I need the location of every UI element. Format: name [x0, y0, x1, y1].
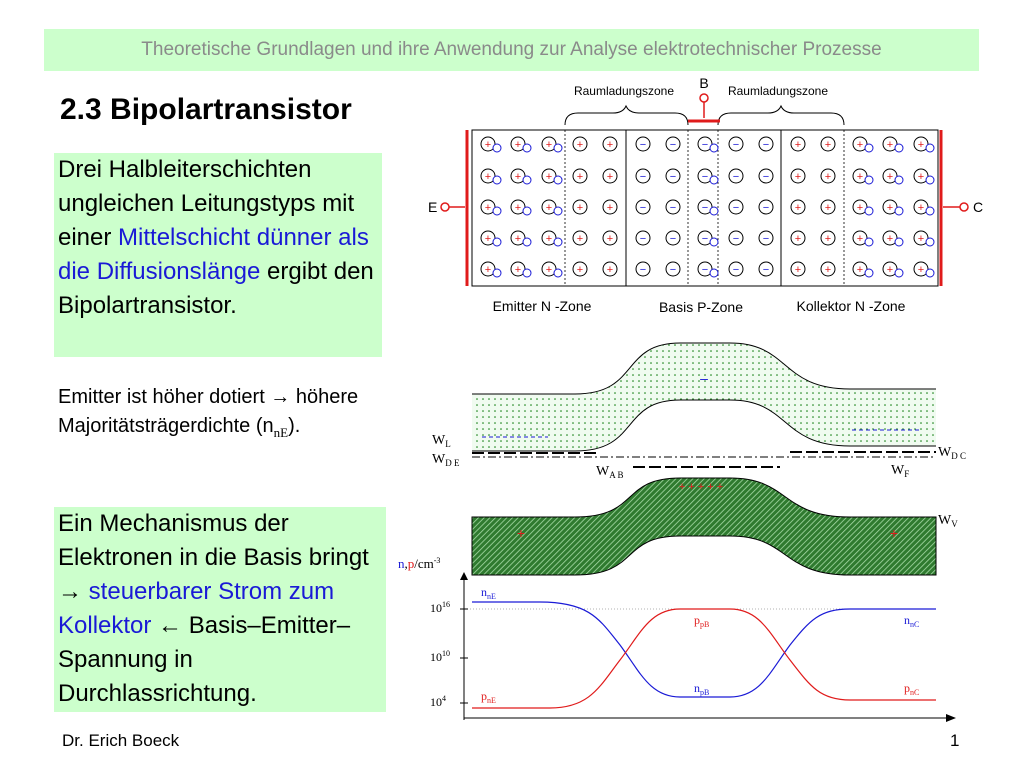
- conduction-band-region: [472, 343, 936, 451]
- wdc-label: $W_{D C}$: [938, 445, 966, 461]
- donor-charge: +: [794, 139, 802, 151]
- donor-charge: +: [917, 139, 925, 151]
- donor-charge: +: [514, 139, 522, 151]
- free-electron: [554, 238, 562, 246]
- y-axis-arrow: [460, 572, 468, 580]
- footer-author: Dr. Erich Boeck: [62, 731, 180, 750]
- hole-marker: [710, 176, 718, 184]
- hole-marker: [710, 269, 718, 277]
- wl-label: $W_L$: [432, 433, 451, 449]
- donor-charge: +: [856, 264, 864, 276]
- zone-kollektor-label: Kollektor N -Zone: [796, 298, 906, 314]
- donor-charge: +: [514, 264, 522, 276]
- acceptor-charge: −: [762, 233, 770, 245]
- terminal-e-label: E: [428, 199, 438, 215]
- terminal-e-pin: [441, 203, 449, 211]
- donor-charge: +: [824, 139, 832, 151]
- acceptor-charge: −: [701, 233, 709, 245]
- free-electron: [554, 144, 562, 152]
- free-electron: [926, 238, 934, 246]
- label-npB: $n_{pB}$: [694, 681, 710, 697]
- intro-text-1: Drei Halbleiterschichten ungleichen Leitungstyps mit einer: [58, 156, 355, 251]
- free-electron: [523, 269, 531, 277]
- donor-charge: +: [514, 171, 522, 183]
- label-nnE: $n_{nE}$: [481, 585, 496, 601]
- acceptor-charge: −: [762, 202, 770, 214]
- x-axis-arrow: [946, 714, 956, 722]
- acceptor-charge: −: [639, 139, 647, 151]
- slide-title: 2.3 Bipolartransistor: [60, 93, 352, 126]
- donor-charge: +: [484, 233, 492, 245]
- donor-charge: +: [576, 233, 584, 245]
- acceptor-charge: −: [732, 233, 740, 245]
- free-electron: [926, 207, 934, 215]
- donor-charge: +: [576, 171, 584, 183]
- intro-highlight: Mittelschicht dünner als die Diffusionslänge: [58, 224, 369, 285]
- donor-charge: +: [484, 139, 492, 151]
- acceptor-charge: −: [732, 264, 740, 276]
- acceptor-charge: −: [669, 202, 677, 214]
- acceptor-charge: −: [732, 171, 740, 183]
- label-pnE: $p_{nE}$: [481, 689, 496, 705]
- acceptor-charge: −: [701, 139, 709, 151]
- collector-hole-mark: +: [889, 525, 899, 541]
- emitter-note-end: ).: [288, 415, 301, 437]
- donor-charge: +: [824, 171, 832, 183]
- emitter-note-sub: nE: [273, 425, 289, 440]
- transistor-structure: [428, 75, 983, 315]
- free-electron: [865, 269, 873, 277]
- hole-marker: [710, 207, 718, 215]
- free-electron: [554, 207, 562, 215]
- donor-charge: +: [886, 264, 894, 276]
- basis-electron-mark: –: [700, 370, 708, 386]
- donor-charge: +: [576, 202, 584, 214]
- free-electron: [926, 269, 934, 277]
- free-electron: [523, 144, 531, 152]
- donor-charge: +: [576, 139, 584, 151]
- free-electron: [554, 176, 562, 184]
- rlz-right-label: Raumladungszone: [727, 84, 829, 98]
- wab-label: $W_{A B}$: [596, 464, 624, 480]
- donor-charge: +: [576, 264, 584, 276]
- density-axis-label: $n,p/cm^{-3}$: [398, 556, 441, 571]
- intro-text-2: ergibt den Bipolartransistor.: [58, 258, 374, 319]
- acceptor-charge: −: [701, 171, 709, 183]
- donor-charge: +: [794, 171, 802, 183]
- donor-charge: +: [856, 233, 864, 245]
- donor-charge: +: [484, 171, 492, 183]
- donor-charge: +: [484, 264, 492, 276]
- slide-header: Theoretische Grundlagen und ihre Anwendung zur Analyse elektrotechnischer Prozesse: [44, 29, 979, 71]
- donor-charge: +: [856, 171, 864, 183]
- free-electron: [926, 144, 934, 152]
- mechanism-highlight: steuerbarer Strom zum Kollektor: [58, 578, 335, 639]
- donor-charge: +: [886, 171, 894, 183]
- electron-density-curve: [472, 602, 936, 697]
- acceptor-charge: −: [732, 139, 740, 151]
- donor-charge: +: [856, 139, 864, 151]
- page-number: 1: [950, 731, 960, 750]
- acceptor-charge: −: [669, 233, 677, 245]
- free-electron: [865, 176, 873, 184]
- hole-marker: [710, 238, 718, 246]
- acceptor-charge: −: [701, 264, 709, 276]
- acceptor-charge: −: [701, 202, 709, 214]
- donor-charge: +: [794, 202, 802, 214]
- acceptor-charge: −: [639, 171, 647, 183]
- donor-charge: +: [606, 233, 614, 245]
- free-electron: [523, 176, 531, 184]
- free-electron: [554, 269, 562, 277]
- donor-charge: +: [606, 139, 614, 151]
- donor-charge: +: [794, 264, 802, 276]
- emitter-note-text: Emitter ist höher dotiert → höhere Majoritätsträgerdichte (n: [58, 386, 359, 437]
- free-electron: [523, 207, 531, 215]
- acceptor-charge: −: [669, 171, 677, 183]
- free-electron: [493, 176, 501, 184]
- terminal-b-label: B: [699, 75, 709, 91]
- free-electron: [926, 176, 934, 184]
- donor-charge: +: [856, 202, 864, 214]
- donor-charge: +: [514, 233, 522, 245]
- donor-charge: +: [545, 233, 553, 245]
- mechanism-text-1: Ein Mechanismus der Elektronen in die Basis bringt →: [58, 510, 369, 605]
- free-electron: [895, 144, 903, 152]
- acceptor-charge: −: [639, 202, 647, 214]
- free-electron: [493, 207, 501, 215]
- acceptor-charge: −: [639, 264, 647, 276]
- donor-charge: +: [545, 202, 553, 214]
- free-electron: [865, 238, 873, 246]
- donor-charge: +: [484, 202, 492, 214]
- hole-marker: [710, 144, 718, 152]
- donor-charge: +: [886, 233, 894, 245]
- rlz-right-brace: [718, 106, 844, 125]
- band-diagram: [432, 343, 966, 575]
- wde-label: $W_{D E}$: [432, 452, 460, 468]
- emitter-hole-mark: +: [516, 525, 526, 541]
- donor-charge: +: [606, 171, 614, 183]
- wf-label: $W_F$: [891, 463, 910, 479]
- acceptor-charge: −: [669, 139, 677, 151]
- label-pnC: $p_{nC}$: [904, 681, 920, 697]
- free-electron: [895, 238, 903, 246]
- donor-charge: +: [917, 202, 925, 214]
- donor-charge: +: [917, 171, 925, 183]
- free-electron: [865, 207, 873, 215]
- free-electron: [493, 238, 501, 246]
- donor-charge: +: [794, 233, 802, 245]
- acceptor-charge: −: [732, 202, 740, 214]
- free-electron: [895, 176, 903, 184]
- tick-1e10-label: $10^{10}$: [430, 649, 450, 664]
- basis-holes-mark: + + + + +: [678, 481, 724, 493]
- acceptor-charge: −: [639, 233, 647, 245]
- donor-charge: +: [886, 202, 894, 214]
- zone-basis-label: Basis P-Zone: [658, 299, 744, 315]
- donor-charge: +: [824, 264, 832, 276]
- free-electron: [523, 238, 531, 246]
- terminal-c-label: C: [973, 199, 984, 215]
- free-electron: [895, 269, 903, 277]
- donor-charge: +: [545, 264, 553, 276]
- carrier-density-plot: [398, 556, 956, 722]
- tick-1e16-label: $10^{16}$: [430, 600, 450, 615]
- terminal-c-pin: [960, 203, 968, 211]
- donor-charge: +: [886, 139, 894, 151]
- mechanism-text-2: ← Basis–Emitter–Spannung in Durchlassrichtung.: [58, 612, 351, 707]
- donor-charge: +: [545, 139, 553, 151]
- donor-charge: +: [514, 202, 522, 214]
- label-ppB: $p_{pB}$: [694, 613, 710, 629]
- acceptor-charge: −: [669, 264, 677, 276]
- rlz-left-label: Raumladungszone: [573, 84, 675, 98]
- free-electron: [895, 207, 903, 215]
- donor-charge: +: [545, 171, 553, 183]
- acceptor-charge: −: [762, 171, 770, 183]
- donor-charge: +: [917, 233, 925, 245]
- free-electron: [493, 144, 501, 152]
- wv-label: $W_V$: [938, 513, 958, 529]
- terminal-b-pin: [700, 94, 708, 102]
- label-nnC: $n_{nC}$: [904, 613, 920, 629]
- donor-charge: +: [606, 202, 614, 214]
- free-electron: [493, 269, 501, 277]
- donor-charge: +: [824, 202, 832, 214]
- acceptor-charge: −: [762, 139, 770, 151]
- free-electron: [865, 144, 873, 152]
- rlz-left-brace: [565, 106, 688, 125]
- zone-emitter-label: Emitter N -Zone: [492, 298, 592, 314]
- donor-charge: +: [824, 233, 832, 245]
- donor-charge: +: [606, 264, 614, 276]
- donor-charge: +: [917, 264, 925, 276]
- acceptor-charge: −: [762, 264, 770, 276]
- tick-1e4-label: $10^4$: [430, 694, 446, 709]
